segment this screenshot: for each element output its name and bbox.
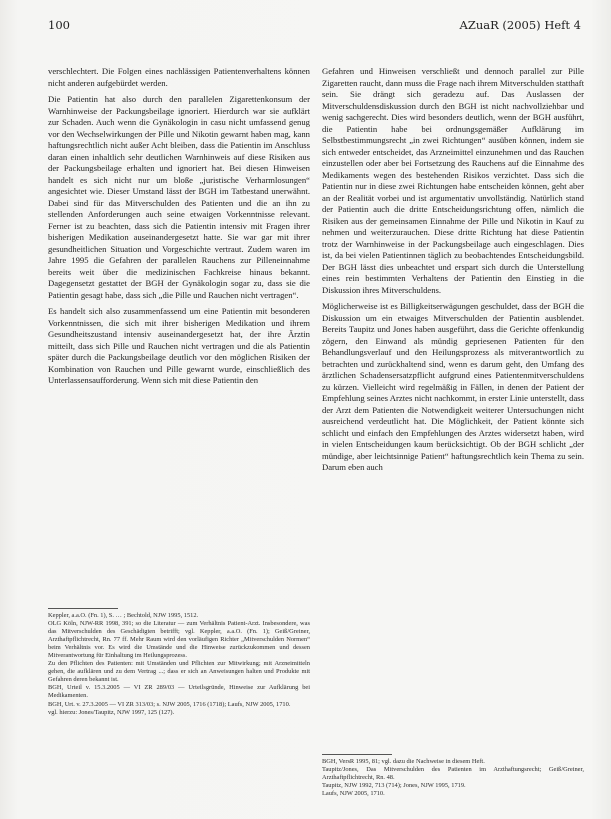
- footnotes-left: [48, 612, 310, 717]
- paragraph: Möglicherweise ist es Billigkeitserwägungen geschuldet, dass der BGH die Diskussion um ein etwaiges Mitverschulden der Patientin ausblendet. Bereits Taupitz und Jones haben ausgeführt, dass die Gerichte offenkundig zögern, den Einwand als mündig gepriesenen Patienten für den Behandlungsverlauf und den Heilungsprozess als mitverantwortlich zu betrachten und zurückhaltend sind, wenn es darum geht, den Umfang des ärztlichen Schadensersatzpflicht aufgrund eines Patientenmitverschuldens zu kürzen. Vielleicht wird regelmäßig in Fällen, in denen der Patient der Empfehlung seines Arztes nicht nachkommt, in erster Linie unterstellt, dass der Arzt dem Patienten die Notwendigkeit weiterer Untersuchungen nicht ausreichend verdeutlicht hat. Die Möglichkeit, der Patient könnte sich schlicht und einfach den Empfehlungen des Arztes widersetzt haben, wird in vielen Entscheidungen kaum berücksichtigt. Ob der BGH schlicht „der mündige, aber leichtsinnige Patient“ haftungsrechtlich kein Thema zu sein. Darum eben auch: [322, 301, 584, 472]
- footnote: Taupitz, NJW 1992, 713 (714); Jones, NJW 1995, 1719.: [322, 782, 466, 790]
- footnote: Taupitz/Jones, Das Mitverschulden des Patienten im Arzthaftungsrecht; Geiß/Greiner, Arzthaftpflichtrecht, Rn. 48.: [322, 766, 584, 782]
- footnote: vgl. hierzu: Jones/Taupitz, NJW 1997, 125 (127).: [48, 708, 175, 716]
- page-header: [48, 18, 581, 36]
- footnote: Laufs, NJW 2005, 1710.: [322, 790, 385, 798]
- page-number: 100: [48, 18, 70, 32]
- left-column: [48, 66, 310, 392]
- footnote-divider: [48, 608, 118, 609]
- footnote: OLG Köln, NJW-RR 1998, 391; so die Literatur — zum Verhältnis Patient-Arzt. Insbesondere, was das Mitverschulden des Geschädigten betrifft; vgl. Keppler, a.a.O. (Fn. 1); Geiß/Greiner, Arzthaftpflichtrecht, Rn. 77 ff. Mehr Raum wird den vorläufigen Richter „Mitverschulden Normen“ beim Verhältnis vor. Es wird die Umstände und die Hinweise zurückzukommen und dessen Mitverantwortung für Einhaltung im Heilungsprozess.: [48, 620, 310, 660]
- footnote: BGH, Urt. v. 27.3.2005 — VI ZR 313/03; s. NJW 2005, 1716 (1718); Laufs, NJW 2005, 1710.: [48, 700, 291, 708]
- footnotes-right: [322, 758, 584, 798]
- paragraph: verschlechtert. Die Folgen eines nachlässigen Patientenverhaltens können nicht anderen aufgebürdet werden.: [48, 66, 310, 88]
- paragraph: Es handelt sich also zusammenfassend um eine Patientin mit besonderen Vorkenntnissen, die sich mit ihrer bisherigen Medikation und ihrem Gesundheitszustand intensiv auseinandergesetzt hat, der ihre Ärztin mitteilt, dass sich Pille und Rauchen nicht vertragen und die als Patientin später durch die Packungsbeilage deutlich vor den möglichen Risiken der Kombination von Rauchen und Pille gewarnt wurde, einschließlich des Unterlassensaufforderung. Wenn sich mit diese Patientin den: [48, 306, 310, 385]
- footnote: Zu den Pflichten des Patienten: mit Umständen und Pflichten zur Mitwirkung; mit Arzneimitteln gehen, die aufklären und zu dem Vertrag ...; dass er sich an Anweisungen halten und Produkte mit Gefahren deren bekannt ist.: [48, 660, 310, 684]
- paragraph: Gefahren und Hinweisen verschließt und dennoch parallel zur Pille Zigaretten raucht, dann muss die Frage nach ihrem Mitverschulden statthaft sein. Sie drängt sich geradezu auf. Das Auslassen der Mitverschuldensdiskussion durch den BGH ist nicht nachvollziehbar und wenig sachgerecht. Dies wird besonders deutlich, wenn der BGH ausführt, die Patientin habe bei ordnungsgemäßer Aufklärung im Selbstbestimmungsrecht „in zwei Richtungen“ ausüben können, indem sie sich entweder entscheidet, das Arzneimittel einzunehmen und das Rauchen einzustellen oder aber bei Fortsetzung des Rauchens auf die Einnahme des Medikaments wegen des bestehenden Risikos verzichtet. Dass sich die Patientin nur in diese zwei Richtungen habe entscheiden können, geht aber an der Realität vorbei und ist argumentativ unvollständig. Natürlich stand der Patientin auch die dritte Entscheidungsrichtung offen, nämlich die Risiken aus der gemeinsamen Einnahme der Pille und Nikotin in Kauf zu nehmen und weiterzurauchen. Diese dritte Richtung hat diese Patientin trotz der Warnhinweise in der Packungsbeilage auch eingeschlagen. Dies ist, da bei vielen Patientinnen täglich zu beobachtendes Entscheidungsbild. Der BGH lässt dies unbeachtet und erspart sich durch die Unterstellung eines rein bestimmten Verhaltens der Patientin den Einstieg in die Diskussion ihres Mitverschuldens.: [322, 66, 584, 295]
- footnote-divider: [322, 754, 392, 755]
- footnote: Keppler, a.a.O. (Fn. 1), S. … ; Bechtold, NJW 1995, 1512.: [48, 612, 199, 619]
- footnote: BGH, VersR 1995, 81; vgl. dazu die Nachweise in diesem Heft.: [322, 758, 485, 765]
- footnote: BGH, Urteil v. 15.3.2005 — VI ZR 289/03 — Urteilsgründe, Hinweise zur Aufklärung bei Medikamenten.: [48, 684, 310, 700]
- paragraph: Die Patientin hat also durch den parallelen Zigarettenkonsum der Warnhinweise der Packungsbeilage ignoriert. Hierdurch war sie aufklärt zur Schaden. Auch wenn die Gynäkologin in casu nicht umfassend genug vor den Wechselwirkungen der Pille und Nikotin gewarnt haben mag, kann haftungsrechtlich nicht außer Acht bleiben, dass die Patientin im Anschluss daran einen inhaltlich sehr deutlichen Warnhinweis auf diese Risiken aus der Packungsbeilage erhalten und ignoriert hat. Bei diesen Hinweisen handelt es sich nicht nur um bloße „juristische Verharmlosungen“ angesichtet wie. Dieser Umstand lässt der BGH im Tatbestand unerwähnt. Dabei sind für das Mitverschulden des Patienten und die an ihn zu stellenden Anforderungen auch seine etwaigen Vorkenntnisse relevant. Ferner ist zu beachten, dass sich die Patientin intensiv mit Fragen ihrer bisherigen Medikation auseinandergesetzt hatte. Sie war gar mit ihrer gesundheitlichen Situation und Vorgeschichte vertraut. Zudem waren im Jahre 1995 die Gefahren der parallelen Rauchens zur Pilleneinnahme bereits weit über die medizinischen Fachkreise hinaus bekannt. Dagegensetzt gestattet der BGH der Gynäkologin sogar zu, dass sie die Patientin gesagt habe, dass sich „die Pille und Rauchen nicht vertragen“.: [48, 94, 310, 300]
- right-column: [322, 66, 584, 479]
- journal-title: AZuaR (2005) Heft 4: [459, 18, 581, 32]
